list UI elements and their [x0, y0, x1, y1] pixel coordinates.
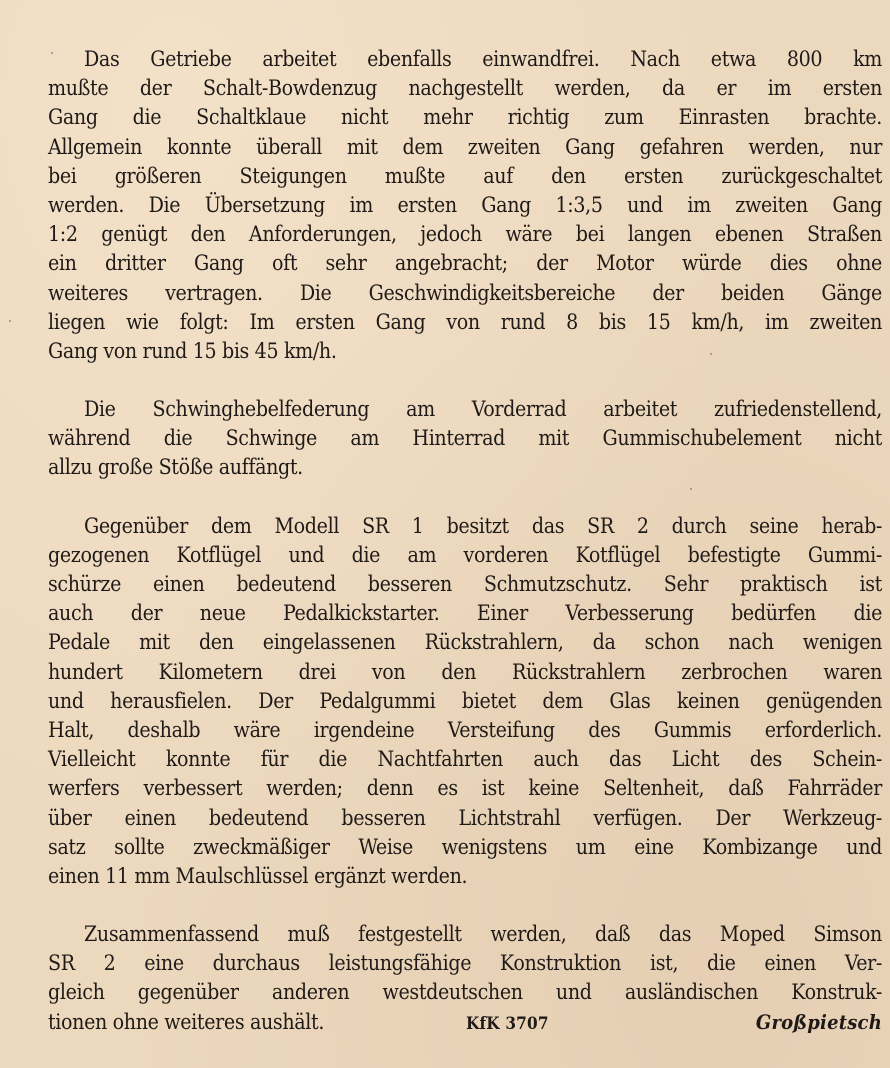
- paper-speck: [690, 488, 692, 490]
- paper-speck: [51, 52, 53, 54]
- text-line: über einen bedeutend besseren Lichtstrahl verfügen. Der Werkzeug-: [48, 804, 882, 830]
- text-line: ein dritter Gang oft sehr angebracht; der Motor würde dies ohne: [48, 250, 882, 276]
- author-signature: Großpietsch: [755, 1009, 882, 1034]
- text-line: satz sollte zweckmäßiger Weise wenigstens um eine Kombizange und: [48, 833, 882, 859]
- text-line: 1:2 genügt den Anforderungen, jedoch wäre bei langen ebenen Straßen: [48, 221, 882, 247]
- paragraph-gap: [48, 482, 882, 511]
- paper-speck: [710, 353, 712, 355]
- text-line: gezogenen Kotflügel und die am vorderen Kotflügel befestigte Gummi-: [48, 541, 882, 567]
- text-line: Gang die Schaltklaue nicht mehr richtig zum Einrasten brachte.: [48, 104, 882, 130]
- text-line: Gang von rund 15 bis 45 km/h.: [48, 337, 337, 363]
- paper-speck: [9, 320, 11, 322]
- text-line: einen 11 mm Maulschlüssel ergänzt werden.: [48, 862, 468, 888]
- text-line: mußte der Schalt-Bowdenzug nachgestellt werden, da er im ersten: [48, 75, 882, 101]
- text-line: weiteres vertragen. Die Geschwindigkeitsbereiche der beiden Gänge: [48, 279, 882, 305]
- text-line: allzu große Stöße auffängt.: [48, 454, 303, 480]
- text-line: Allgemein konnte überall mit dem zweiten Gang gefahren werden, nur: [48, 133, 882, 159]
- text-line: werden. Die Übersetzung im ersten Gang 1:3,5 und im zweiten Gang: [48, 191, 882, 217]
- text-line: während die Schwinge am Hinterrad mit Gummischubelement nicht: [48, 425, 882, 451]
- paragraph-gearbox: [48, 44, 882, 365]
- text-line: Zusammenfassend muß festgestellt werden, daß das Moped Simson: [84, 921, 882, 947]
- text-line: Halt, deshalb wäre irgendeine Versteifung des Gummis erforderlich.: [48, 716, 882, 742]
- text-line: auch der neue Pedalkickstarter. Einer Verbesserung bedürfen die: [48, 600, 882, 626]
- document-page: [48, 44, 882, 1036]
- text-line: werfers verbessert werden; denn es ist keine Seltenheit, daß Fahrräder: [48, 775, 882, 801]
- signature-line: [48, 1007, 882, 1036]
- text-line: SR 2 eine durchaus leistungsfähige Konstruktion ist, die einen Ver-: [48, 950, 882, 976]
- paragraph-gap: [48, 890, 882, 919]
- reference-number: KfK 3707: [466, 1013, 549, 1034]
- text-line: hundert Kilometern drei von den Rückstrahlern zerbrochen waren: [48, 658, 882, 684]
- text-line: Gegenüber dem Modell SR 1 besitzt das SR 2 durch seine herab-: [84, 512, 882, 538]
- text-line: Das Getriebe arbeitet ebenfalls einwandfrei. Nach etwa 800 km: [84, 46, 882, 71]
- text-line: und herausfielen. Der Pedalgummi bietet dem Glas keinen genügenden: [48, 687, 882, 713]
- text-line: Pedale mit den eingelassenen Rückstrahlern, da schon nach wenigen: [48, 629, 882, 655]
- paragraph-comparison: [48, 511, 882, 890]
- paper-speck: [830, 640, 832, 642]
- paragraph-gap: [48, 365, 882, 394]
- text-line: bei größeren Steigungen mußte auf den ersten zurückgeschaltet: [48, 162, 882, 188]
- text-line: Die Schwinghebelfederung am Vorderrad arbeitet zufriedenstellend,: [84, 396, 882, 422]
- text-line: gleich gegenüber anderen westdeutschen und ausländischen Konstruk-: [48, 979, 882, 1005]
- paragraph-suspension: [48, 394, 882, 482]
- paragraph-conclusion: [48, 919, 882, 1036]
- text-line: liegen wie folgt: Im ersten Gang von rund 8 bis 15 km/h, im zweiten: [48, 308, 882, 334]
- text-line: tionen ohne weiteres aushält.: [48, 1008, 325, 1034]
- text-line: Vielleicht konnte für die Nachtfahrten auch das Licht des Schein-: [48, 746, 882, 772]
- text-line: schürze einen bedeutend besseren Schmutzschutz. Sehr praktisch ist: [48, 571, 882, 596]
